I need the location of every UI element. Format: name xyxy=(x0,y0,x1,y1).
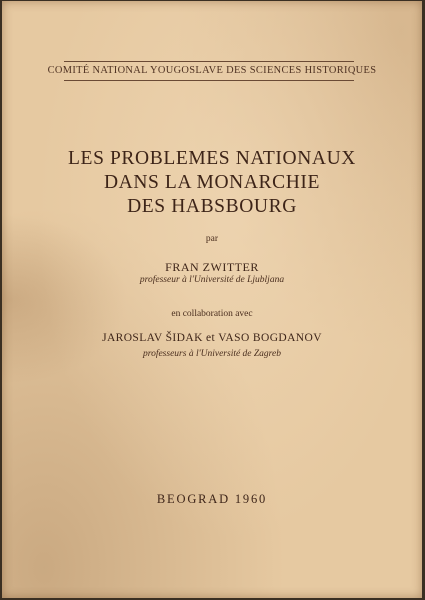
publisher-top-rule xyxy=(64,61,354,62)
publisher-bottom-rule xyxy=(64,80,354,81)
title-line-3: DES HABSBOURG xyxy=(127,196,297,217)
imprint-place-year: BEOGRAD 1960 xyxy=(156,492,268,506)
author-affiliation: professeur à l'Université de Ljubljana xyxy=(139,275,285,285)
author-name: FRAN ZWITTER xyxy=(165,260,259,274)
book-cover xyxy=(2,1,422,598)
by-word: par xyxy=(205,234,219,244)
coauthor-affiliation: professeurs à l'Université de Zagreb xyxy=(142,349,281,359)
publisher-name: COMITÉ NATIONAL YOUGOSLAVE DES SCIENCES HISTORIQUES xyxy=(47,65,377,76)
title-line-2: DANS LA MONARCHIE xyxy=(103,172,321,193)
coauthor-names: JAROSLAV ŠIDAK et VASO BOGDANOV xyxy=(102,332,322,344)
collaboration-intro: en collaboration avec xyxy=(171,309,253,319)
title-line-1: LES PROBLEMES NATIONAUX xyxy=(68,148,356,169)
